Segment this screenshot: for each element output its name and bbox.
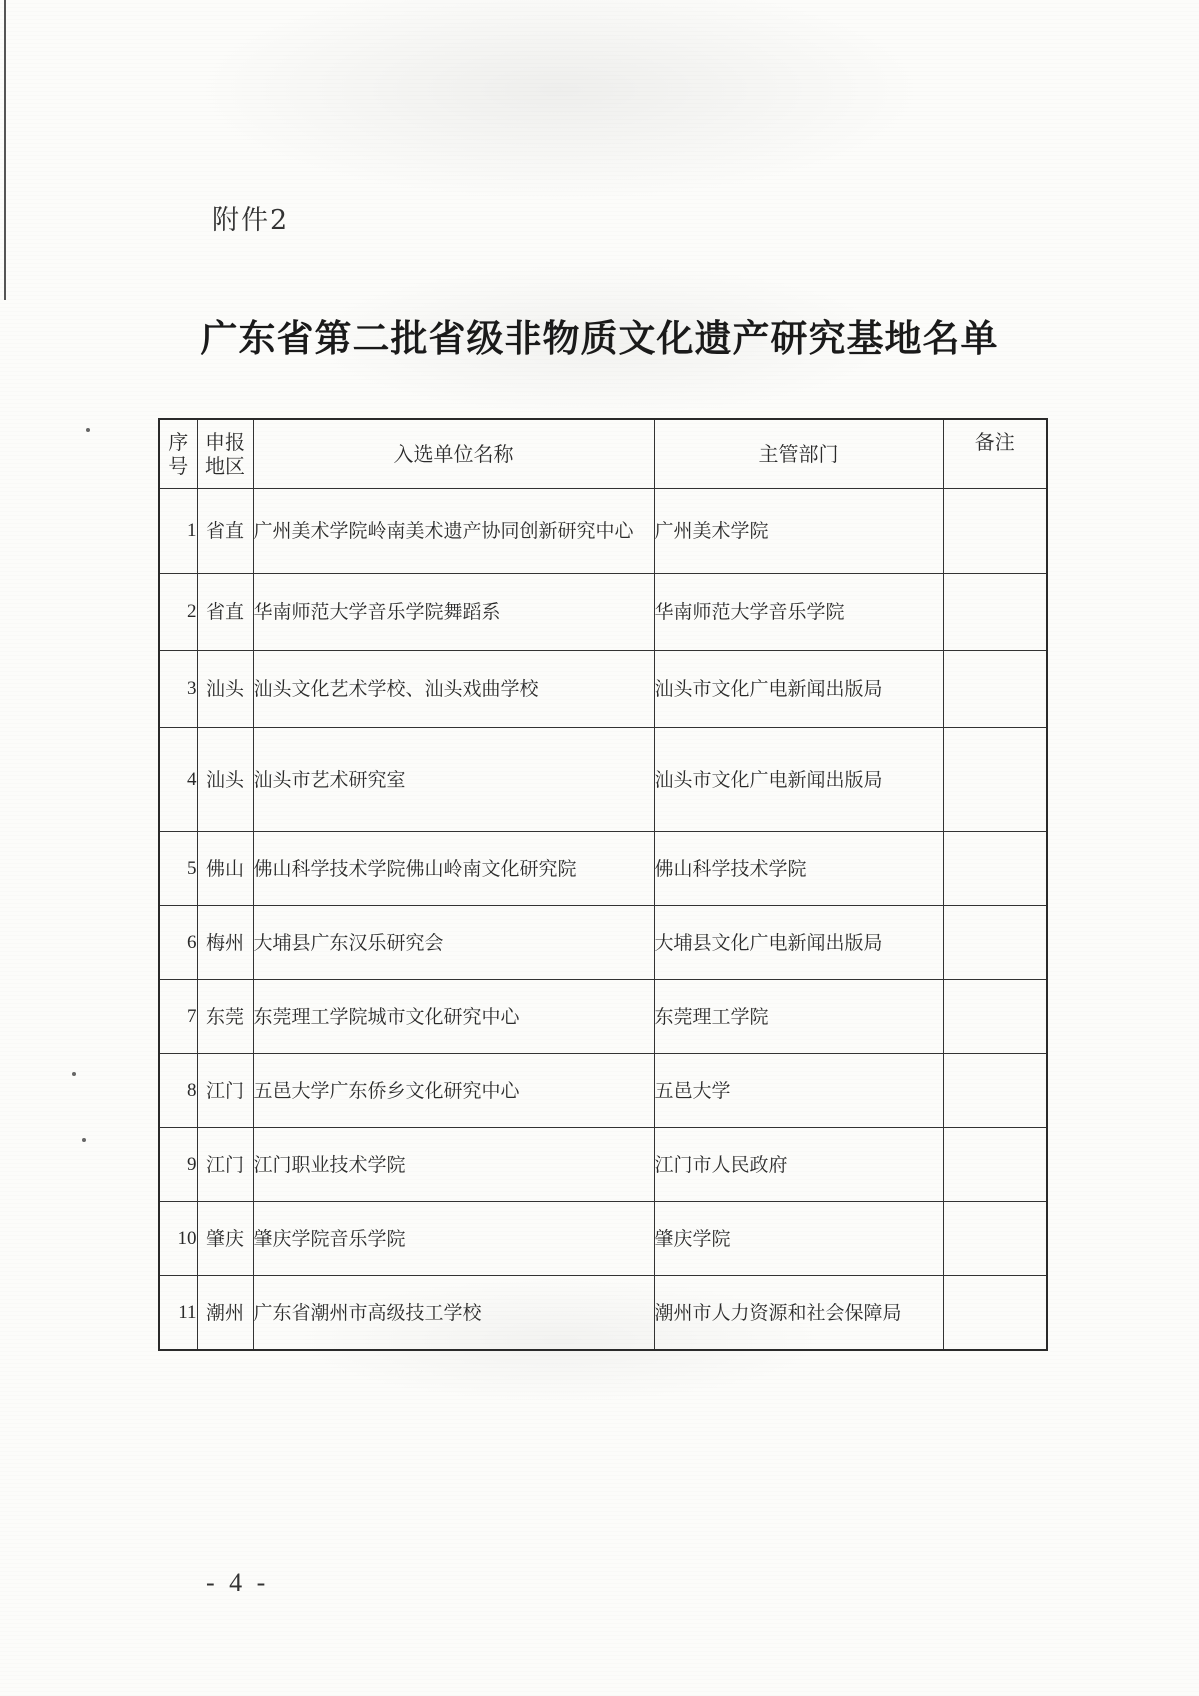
table-row	[159, 980, 1047, 1054]
row-note	[943, 832, 1047, 906]
row-unit-name: 汕头文化艺术学校、汕头戏曲学校	[253, 651, 654, 728]
row-number: 3	[159, 651, 197, 728]
row-region: 梅州	[197, 906, 253, 980]
row-number: 10	[159, 1202, 197, 1276]
row-region: 汕头	[197, 651, 253, 728]
row-note	[943, 728, 1047, 832]
row-number: 1	[159, 489, 197, 574]
row-unit-name: 五邑大学广东侨乡文化研究中心	[253, 1054, 654, 1128]
row-department: 大埔县文化广电新闻出版局	[654, 906, 943, 980]
row-number: 9	[159, 1128, 197, 1202]
scan-speck	[72, 1072, 76, 1076]
table-row	[159, 574, 1047, 651]
row-unit-name: 大埔县广东汉乐研究会	[253, 906, 654, 980]
row-note	[943, 980, 1047, 1054]
row-note	[943, 1276, 1047, 1351]
row-region: 省直	[197, 489, 253, 574]
table-row	[159, 1054, 1047, 1128]
row-region: 佛山	[197, 832, 253, 906]
row-unit-name: 汕头市艺术研究室	[253, 728, 654, 832]
row-region: 东莞	[197, 980, 253, 1054]
row-unit-name: 广州美术学院岭南美术遗产协同创新研究中心	[253, 489, 654, 574]
research-base-table	[158, 418, 1048, 1351]
table-row	[159, 1276, 1047, 1351]
table-row	[159, 489, 1047, 574]
attachment-label: 附件2	[212, 205, 290, 236]
row-region: 江门	[197, 1054, 253, 1128]
table-row	[159, 728, 1047, 832]
table-row	[159, 651, 1047, 728]
header-serial-number: 序 号	[159, 419, 197, 489]
row-unit-name: 华南师范大学音乐学院舞蹈系	[253, 574, 654, 651]
row-department: 江门市人民政府	[654, 1128, 943, 1202]
scan-speck	[86, 428, 90, 432]
scan-edge	[4, 0, 6, 300]
row-department: 广州美术学院	[654, 489, 943, 574]
scan-speck	[82, 1138, 86, 1142]
header-department: 主管部门	[654, 419, 943, 489]
row-number: 11	[159, 1276, 197, 1351]
row-unit-name: 东莞理工学院城市文化研究中心	[253, 980, 654, 1054]
row-unit-name: 江门职业技术学院	[253, 1128, 654, 1202]
row-department: 五邑大学	[654, 1054, 943, 1128]
row-unit-name: 佛山科学技术学院佛山岭南文化研究院	[253, 832, 654, 906]
row-region: 省直	[197, 574, 253, 651]
header-note: 备注	[943, 419, 1047, 489]
row-note	[943, 1054, 1047, 1128]
row-number: 8	[159, 1054, 197, 1128]
row-note	[943, 1128, 1047, 1202]
row-department: 华南师范大学音乐学院	[654, 574, 943, 651]
table-row	[159, 832, 1047, 906]
row-region: 潮州	[197, 1276, 253, 1351]
row-note	[943, 574, 1047, 651]
row-department: 佛山科学技术学院	[654, 832, 943, 906]
row-number: 6	[159, 906, 197, 980]
row-department: 汕头市文化广电新闻出版局	[654, 728, 943, 832]
row-note	[943, 906, 1047, 980]
row-note	[943, 489, 1047, 574]
row-number: 4	[159, 728, 197, 832]
row-note	[943, 1202, 1047, 1276]
document-title: 广东省第二批省级非物质文化遗产研究基地名单	[200, 316, 999, 360]
table-row	[159, 906, 1047, 980]
row-department: 汕头市文化广电新闻出版局	[654, 651, 943, 728]
table-row	[159, 1202, 1047, 1276]
row-number: 2	[159, 574, 197, 651]
page-number: - 4 -	[206, 1568, 270, 1597]
row-unit-name: 广东省潮州市高级技工学校	[253, 1276, 654, 1351]
row-department: 肇庆学院	[654, 1202, 943, 1276]
row-note	[943, 651, 1047, 728]
header-region: 申报 地区	[197, 419, 253, 489]
header-unit-name: 入选单位名称	[253, 419, 654, 489]
row-region: 汕头	[197, 728, 253, 832]
row-number: 7	[159, 980, 197, 1054]
row-region: 江门	[197, 1128, 253, 1202]
table-header-row	[159, 419, 1047, 489]
row-region: 肇庆	[197, 1202, 253, 1276]
row-number: 5	[159, 832, 197, 906]
row-department: 潮州市人力资源和社会保障局	[654, 1276, 943, 1351]
table-row	[159, 1128, 1047, 1202]
row-unit-name: 肇庆学院音乐学院	[253, 1202, 654, 1276]
row-department: 东莞理工学院	[654, 980, 943, 1054]
